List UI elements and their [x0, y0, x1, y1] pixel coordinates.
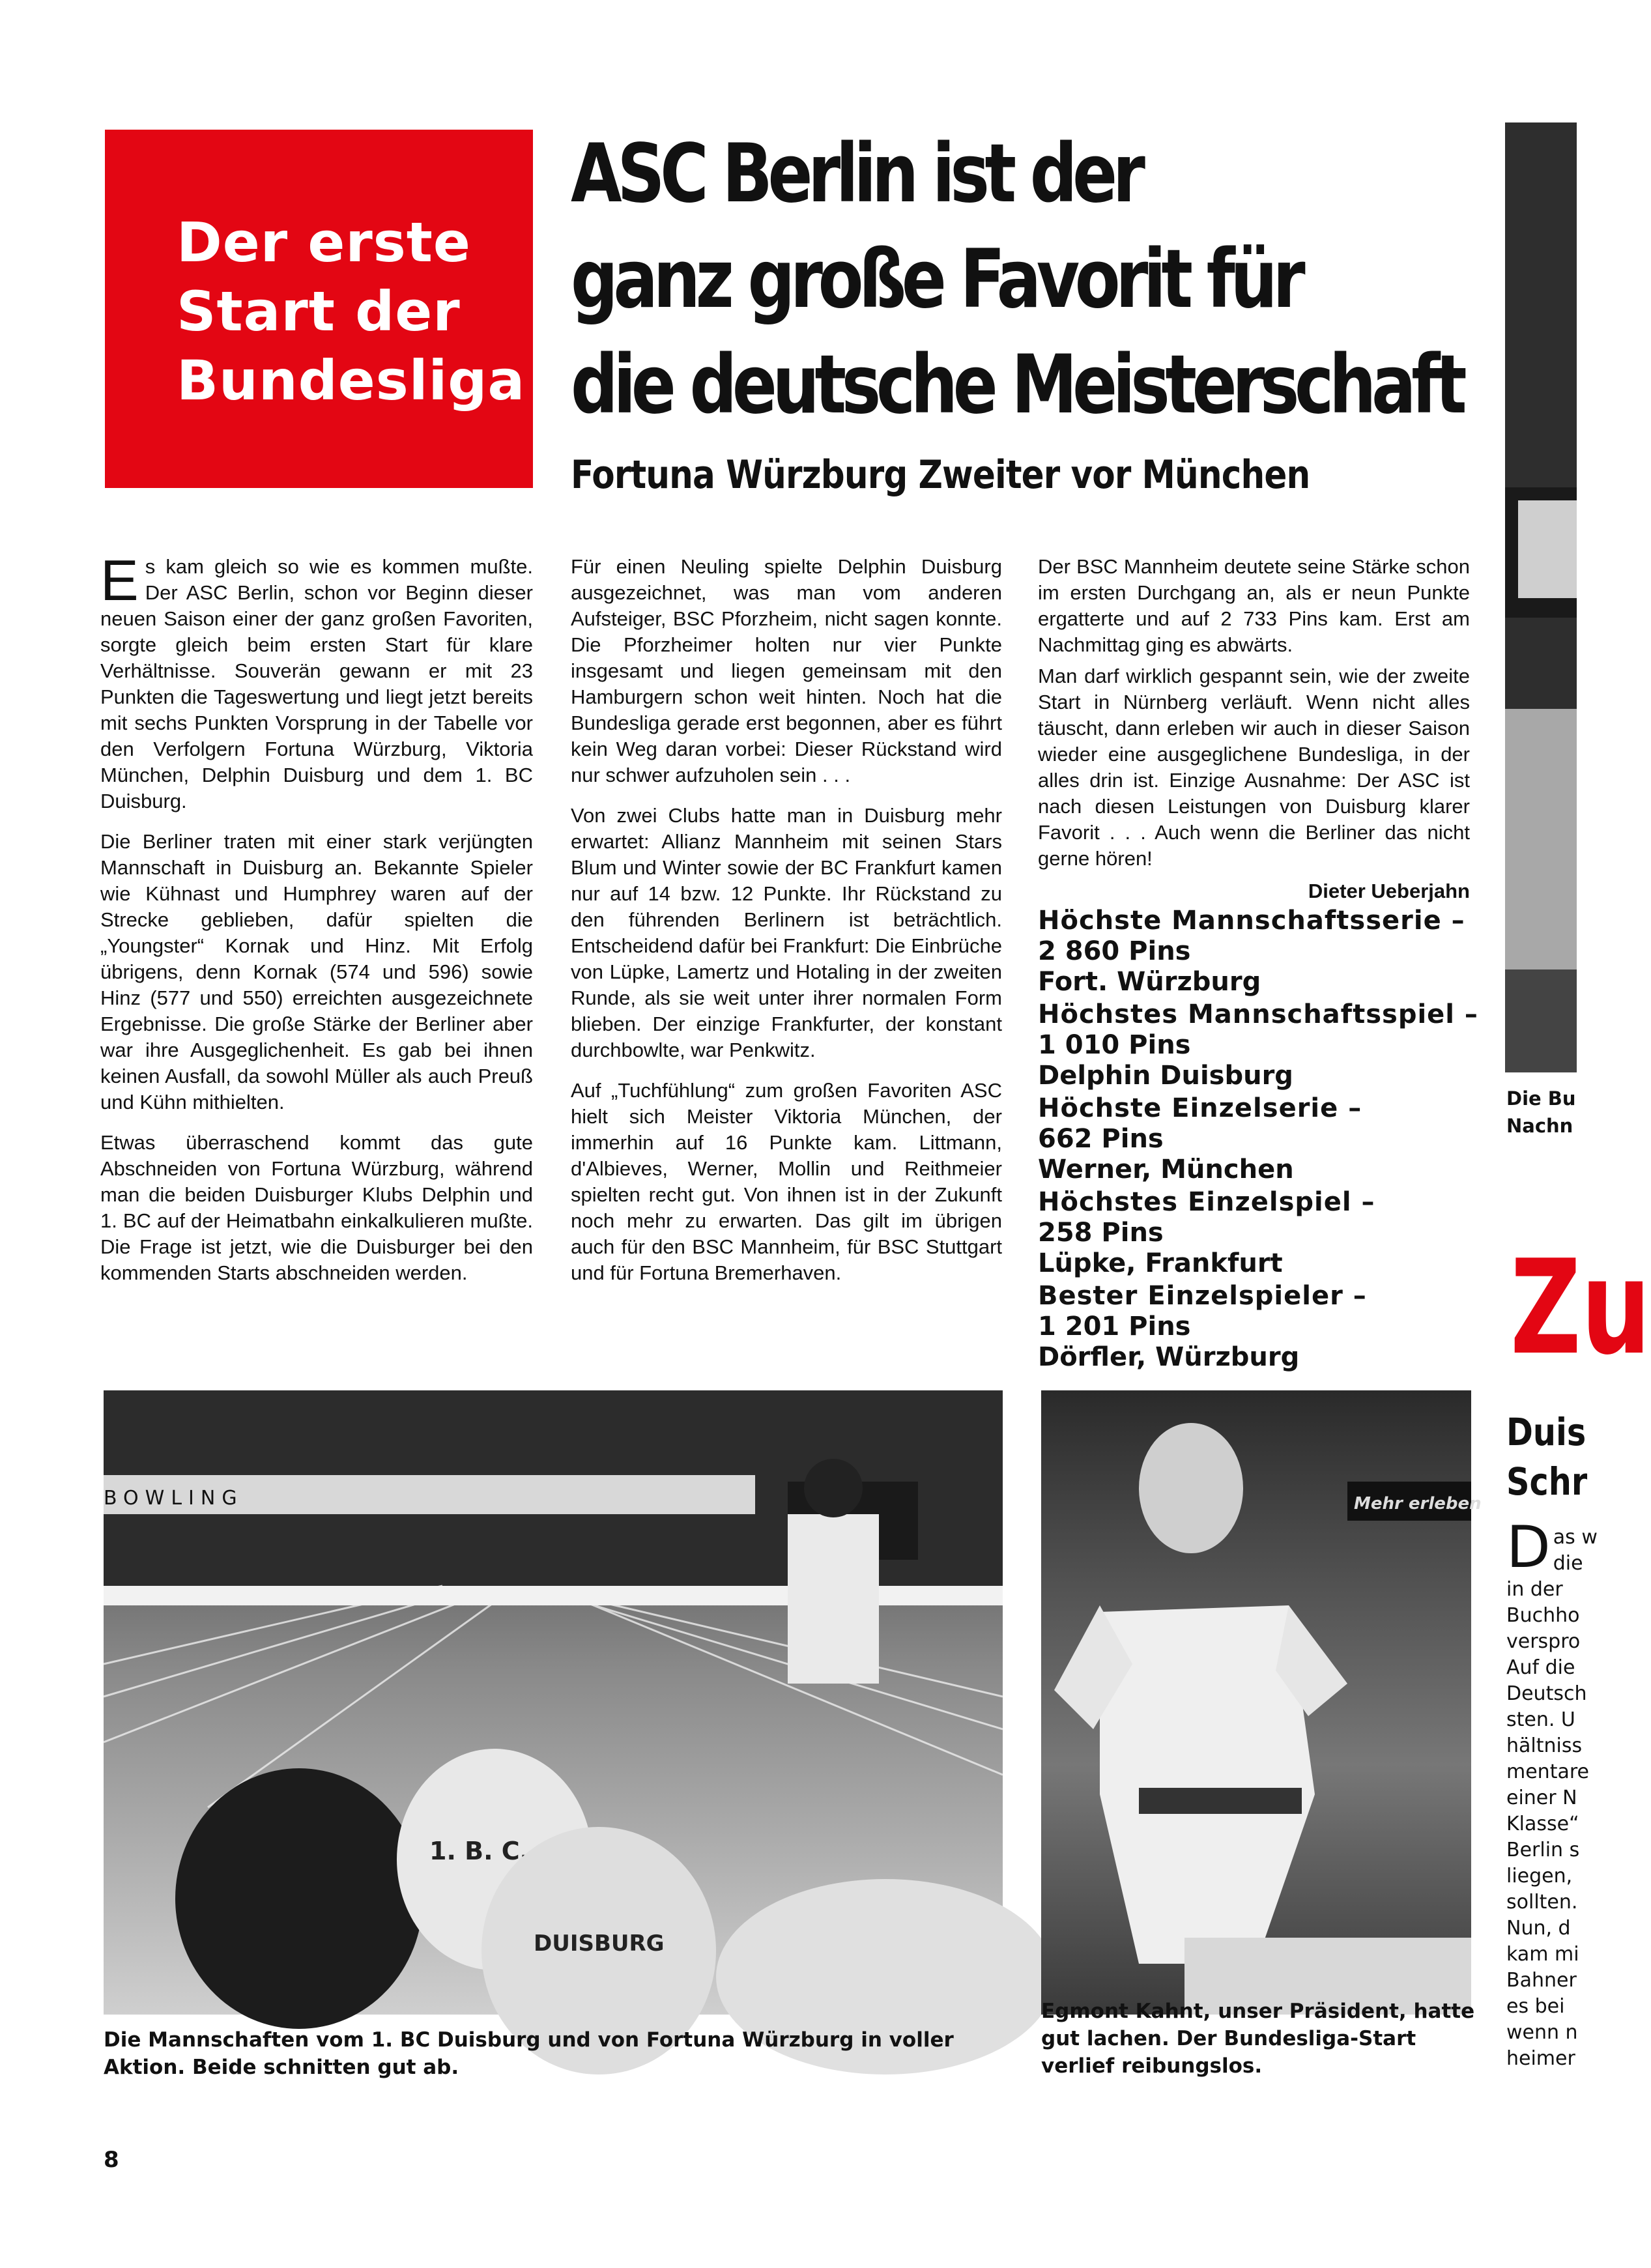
article-column-3 — [1038, 554, 1470, 904]
next-page-drop-cap: D — [1506, 1514, 1551, 1581]
author-byline: Dieter Ueberjahn — [1308, 880, 1470, 902]
president-illustration — [1041, 1390, 1482, 2015]
text-line: Berlin s — [1506, 1839, 1580, 1861]
stat-item — [1038, 1093, 1494, 1185]
stat-holder: Fort. Würzburg — [1038, 967, 1261, 997]
text-line: mentare — [1506, 1760, 1589, 1783]
stat-value: 662 Pins — [1038, 1124, 1164, 1154]
paragraph: Man darf wirklich gespannt sein, wie der zweite Start in Nürnberg verläuft. Wenn nicht alles täuscht, dann erleben wir auch in dieser Saison wieder eine ausgeglichene Bundesliga, in der alles drin ist. Einzige Ausnahme: Der ASC ist nach diesen Leistungen von Duisburg klarer Favorit . . . Auch wenn die Berliner das nicht gerne hören! — [1038, 665, 1470, 870]
stat-holder: Werner, München — [1038, 1155, 1294, 1184]
article-column-2 — [571, 554, 1002, 1300]
next-page-photo-illustration — [1505, 122, 1577, 1072]
paragraph: Auf „Tuchfühlung“ zum großen Favoriten ASC hielt sich Meister Viktoria München, der immerhin auf 16 Punkte kam. Littmann, d'Albieves, Werner, Mollin und Reithmeier spielten recht gut. Von ihnen ist in der Zukunft noch mehr zu erwarten. Das gilt im übrigen auch für den BSC Mannheim, für BSC Stuttgart und für Fortuna Bremerhaven. — [571, 1079, 1002, 1284]
kicker-line: Bundesliga — [177, 349, 526, 412]
next-page-big-letters: Zu — [1510, 1232, 1651, 1384]
stat-label: Bester Einzelspieler – — [1038, 1281, 1367, 1311]
stat-item — [1038, 999, 1494, 1091]
stat-item — [1038, 1187, 1494, 1279]
headline — [571, 121, 1463, 438]
kicker-text — [177, 208, 526, 415]
drop-cap: E — [100, 548, 139, 612]
stat-value: 2 860 Pins — [1038, 936, 1191, 966]
stat-item — [1038, 1281, 1494, 1373]
article-column-1 — [100, 548, 533, 1300]
text-line: einer N — [1506, 1787, 1577, 1809]
shirt-text: 1. B. C. — [429, 1837, 530, 1865]
mehr-erleben-sign: Mehr erleben — [1354, 1494, 1482, 1514]
text-line: Bahner — [1506, 1969, 1577, 1992]
next-page-text — [1506, 1514, 1598, 2072]
kicker-box — [105, 130, 533, 488]
next-page-subhead-line: Duis — [1506, 1410, 1586, 1454]
next-page-subhead — [1506, 1407, 1587, 1506]
president-photo — [1041, 1390, 1482, 2015]
stat-holder: Delphin Duisburg — [1038, 1061, 1293, 1091]
headline-line: ASC Berlin ist der — [571, 127, 1141, 221]
paragraph: Von zwei Clubs hatte man in Duisburg mehr erwartet: Allianz Mannheim mit seinen Stars Blum und Winter sowie der BC Frankfurt kamen nur auf 14 bzw. 12 Punkte. Ihr Rückstand zu den führenden Berlinern ist beträchtlich. Entscheidend dafür bei Frankfurt: Die Einbrüche von Lüpke, Lamertz und Hotaling in der zweiten Runde, als sie weit unter ihrer normalen Form blieben. Der einzige Frankfurter, der konstant durchbowlte, war Penkwitz. — [571, 804, 1002, 1061]
text-line: sollten. — [1506, 1891, 1578, 1914]
bowling-teams-photo — [104, 1390, 1003, 2015]
stat-label: Höchste Einzelserie – — [1038, 1093, 1362, 1123]
text-line: liegen, — [1506, 1865, 1573, 1888]
text-line: verspro — [1506, 1630, 1581, 1653]
bowling-sign: BOWLING — [104, 1487, 244, 1510]
stat-label: Höchste Mannschaftsserie – — [1038, 906, 1465, 936]
stat-value: 1 010 Pins — [1038, 1030, 1191, 1060]
text-line: heimer — [1506, 2047, 1575, 2070]
stat-label: Höchstes Einzelspiel – — [1038, 1187, 1375, 1217]
next-page-caption-line: Nachn — [1506, 1115, 1573, 1137]
paragraph: Für einen Neuling spielte Delphin Duisburg ausgezeichnet, was man vom anderen Aufsteiger, BSC Pforzheim, nicht sagen konnte. Die Pforzheimer holten nur vier Punkte insgesamt und liegen gemeinsam mit den Hamburgern schon weit hinten. Noch hat die Bundesliga gerade erst begonnen, aber es führt kein Weg daran vorbei: Dieser Rückstand wird nur schwer aufzuholen sein . . . — [571, 555, 1002, 786]
subheadline: Fortuna Würzburg Zweiter vor München — [571, 452, 1310, 498]
kicker-line: Der erste — [177, 210, 471, 274]
text-line: hältniss — [1506, 1734, 1583, 1757]
headline-line: die deutsche Meisterschaft — [571, 338, 1463, 432]
kicker-line: Start der — [177, 280, 461, 343]
photo-caption-1: Die Mannschaften vom 1. BC Duisburg und von Fortuna Würzburg in voller Aktion. Beide schnitten gut ab. — [104, 2028, 954, 2079]
next-page-subhead-line: Schr — [1506, 1459, 1588, 1504]
page-number: 8 — [104, 2147, 119, 2173]
text-line: Auf die — [1506, 1656, 1575, 1679]
paragraph: Es kam gleich so wie es kommen mußte. Der ASC Berlin, schon vor Beginn dieser neuen Saison einer der ganz großen Favoriten, sorgte gleich beim ersten Start für klare Verhältnisse. Souverän gewann er mit 23 Punkten die Tageswertung und liegt jetzt bereits mit sechs Punkten Vorsprung in der Tabelle vor den Verfolgern Fortuna Würzburg, Viktoria München, Delphin Duisburg und dem 1. BC Duisburg. — [100, 548, 533, 812]
text-line: wenn n — [1506, 2021, 1578, 2044]
text-line: in der — [1506, 1578, 1563, 1601]
text-line: die — [1553, 1552, 1583, 1575]
stat-holder: Lüpke, Frankfurt — [1038, 1248, 1283, 1278]
shirt-text-2: DUISBURG — [534, 1931, 665, 1957]
stat-holder: Dörfler, Würzburg — [1038, 1342, 1300, 1372]
paragraph: Der BSC Mannheim deutete seine Stärke schon im ersten Durchgang an, als er neun Punkte ergatterte und auf 2 733 Pins kam. Erst am Nachmittag ging es abwärts. — [1038, 555, 1470, 656]
paragraph: Die Berliner traten mit einer stark verjüngten Mannschaft in Duisburg an. Bekannte Spieler wie Kühnast und Humphrey waren auf der Strecke geblieben, dafür spielten die „Youngster“ Kornak und Hinz. Mit Erfolg übrigens, denn Kornak (574 und 596) sowie Hinz (577 und 550) erreichten ausgezeichnete Ergebnisse. Die große Stärke der Berliner aber war ihre Ausgeglichenheit. Es gab bei ihnen keinen Ausfall, da sowohl Müller als auch Preuß und Kühn mithielten. — [100, 830, 533, 1113]
text-line: sten. U — [1506, 1708, 1575, 1731]
stat-label: Höchstes Mannschaftsspiel – — [1038, 999, 1478, 1029]
bowling-alley-illustration — [104, 1390, 1003, 2015]
text-line: kam mi — [1506, 1943, 1579, 1966]
stat-item — [1038, 906, 1494, 998]
text-line: es bei — [1506, 1995, 1565, 2018]
text-line: as w — [1553, 1526, 1598, 1549]
stat-value: 258 Pins — [1038, 1218, 1164, 1248]
paragraph: Etwas überraschend kommt das gute Abschneiden von Fortuna Würzburg, während man die beiden Duisburger Klubs Delphin und 1. BC auf der Heimatbahn einkalkulieren mußte. Die Frage ist jetzt, wie die Duisburger bei den kommenden Starts abschneiden werden. — [100, 1131, 533, 1284]
headline-line: ganz große Favorit für — [571, 233, 1301, 326]
photo-caption-2: Egmont Kahnt, unser Präsident, hatte gut lachen. Der Bundesliga-Start verlief reibungslos. — [1041, 2000, 1475, 2078]
stats-list — [1038, 906, 1494, 1375]
next-page-photo — [1505, 122, 1577, 1072]
next-page-caption — [1506, 1085, 1576, 1140]
text-line: Deutsch — [1506, 1682, 1587, 1705]
next-page-caption-line: Die Bu — [1506, 1087, 1576, 1110]
text-line: Klasse“ — [1506, 1813, 1579, 1835]
text-line: Nun, d — [1506, 1917, 1571, 1940]
stat-value: 1 201 Pins — [1038, 1312, 1191, 1342]
text-line: Buchho — [1506, 1604, 1580, 1627]
